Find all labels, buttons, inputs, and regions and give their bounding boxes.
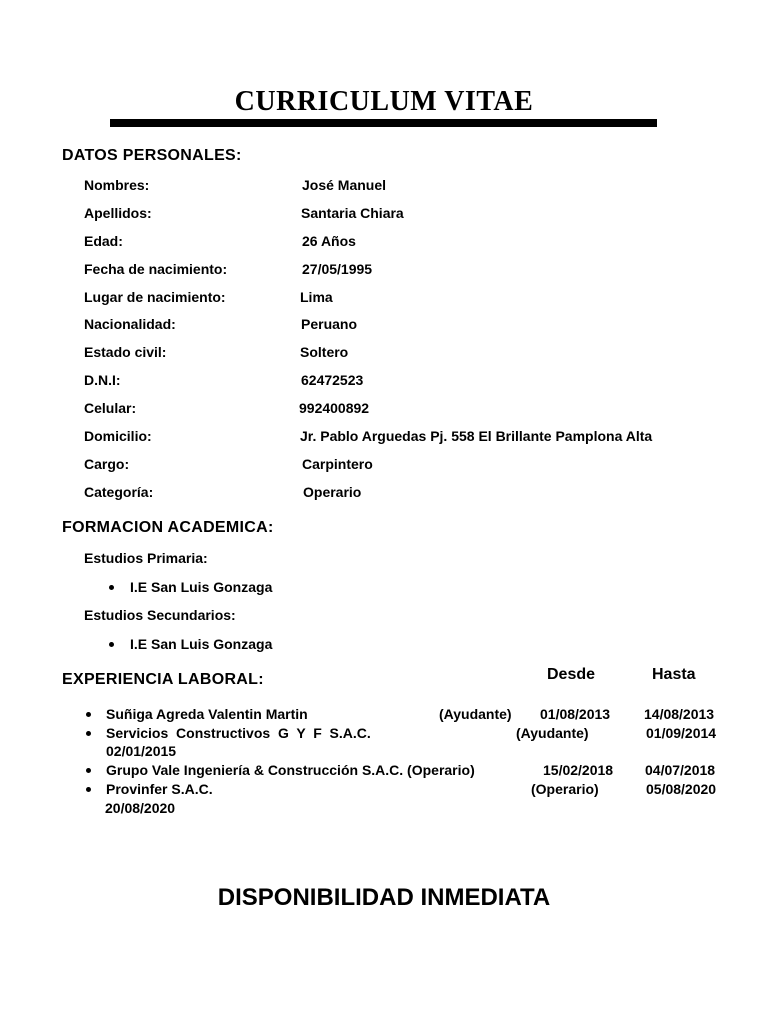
secondary-school: I.E San Luis Gonzaga — [130, 636, 273, 652]
job-role: (Ayudante) — [516, 725, 589, 741]
job-company: Suñiga Agreda Valentin Martin — [106, 706, 308, 722]
availability-footer: DISPONIBILIDAD INMEDIATA — [217, 884, 551, 911]
bullet-icon — [86, 712, 91, 717]
row-label: Nacionalidad: — [84, 316, 176, 332]
title-underline — [110, 119, 657, 127]
row-value: Jr. Pablo Arguedas Pj. 558 El Brillante Pamplona Alta — [300, 428, 653, 444]
row-value: Lima — [300, 289, 333, 305]
row-label: Cargo: — [84, 456, 130, 472]
row-value: Soltero — [300, 344, 349, 360]
row-value: 992400892 — [299, 400, 370, 416]
row-label: Fecha de nacimiento: — [84, 261, 228, 277]
row-value: Operario — [303, 484, 362, 500]
secondary-studies-label: Estudios Secundarios: — [84, 607, 236, 623]
job-to-date: 14/08/2013 — [644, 706, 715, 722]
row-label: Estado civil: — [84, 344, 167, 360]
job-company: Servicios Constructivos G Y F S.A.C. — [106, 725, 371, 741]
bullet-icon — [86, 787, 91, 792]
job-role: (Ayudante) — [439, 706, 512, 722]
experience-heading: EXPERIENCIA LABORAL: — [62, 671, 264, 688]
row-label: Domicilio: — [84, 428, 152, 444]
primary-studies-label: Estudios Primaria: — [84, 550, 208, 566]
primary-school: I.E San Luis Gonzaga — [130, 579, 273, 595]
job-from-date: 01/09/2014 — [646, 725, 717, 741]
job-from-date: 05/08/2020 — [646, 781, 717, 797]
bullet-icon — [109, 642, 114, 647]
row-value: 62472523 — [301, 372, 364, 388]
job-to-date: 04/07/2018 — [645, 762, 716, 778]
job-company: Grupo Vale Ingeniería & Construcción S.A.C. (Operario) — [106, 762, 475, 778]
row-label: D.N.I: — [84, 372, 121, 388]
row-value: Santaria Chiara — [301, 205, 404, 221]
job-to-date: 02/01/2015 — [106, 743, 177, 759]
education-heading: FORMACION ACADEMICA: — [62, 519, 274, 536]
personal-data-heading: DATOS PERSONALES: — [62, 147, 242, 164]
job-from-date: 01/08/2013 — [540, 706, 611, 722]
bullet-icon — [86, 768, 91, 773]
row-value: 26 Años — [302, 233, 356, 249]
row-value: 27/05/1995 — [302, 261, 373, 277]
job-role: (Operario) — [531, 781, 599, 797]
row-label: Apellidos: — [84, 205, 152, 221]
row-label: Lugar de nacimiento: — [84, 289, 226, 305]
row-value: José Manuel — [302, 177, 387, 193]
row-value: Carpintero — [302, 456, 373, 472]
row-label: Categoría: — [84, 484, 154, 500]
row-label: Nombres: — [84, 177, 150, 193]
column-header-to: Hasta — [652, 666, 696, 683]
job-from-date: 15/02/2018 — [543, 762, 614, 778]
row-value: Peruano — [301, 316, 358, 332]
row-label: Celular: — [84, 400, 137, 416]
document-title: CURRICULUM VITAE — [234, 86, 534, 117]
bullet-icon — [86, 731, 91, 736]
job-to-date: 20/08/2020 — [105, 800, 176, 816]
column-header-from: Desde — [547, 666, 596, 683]
row-label: Edad: — [84, 233, 123, 249]
job-company: Provinfer S.A.C. — [106, 781, 213, 797]
bullet-icon — [109, 585, 114, 590]
